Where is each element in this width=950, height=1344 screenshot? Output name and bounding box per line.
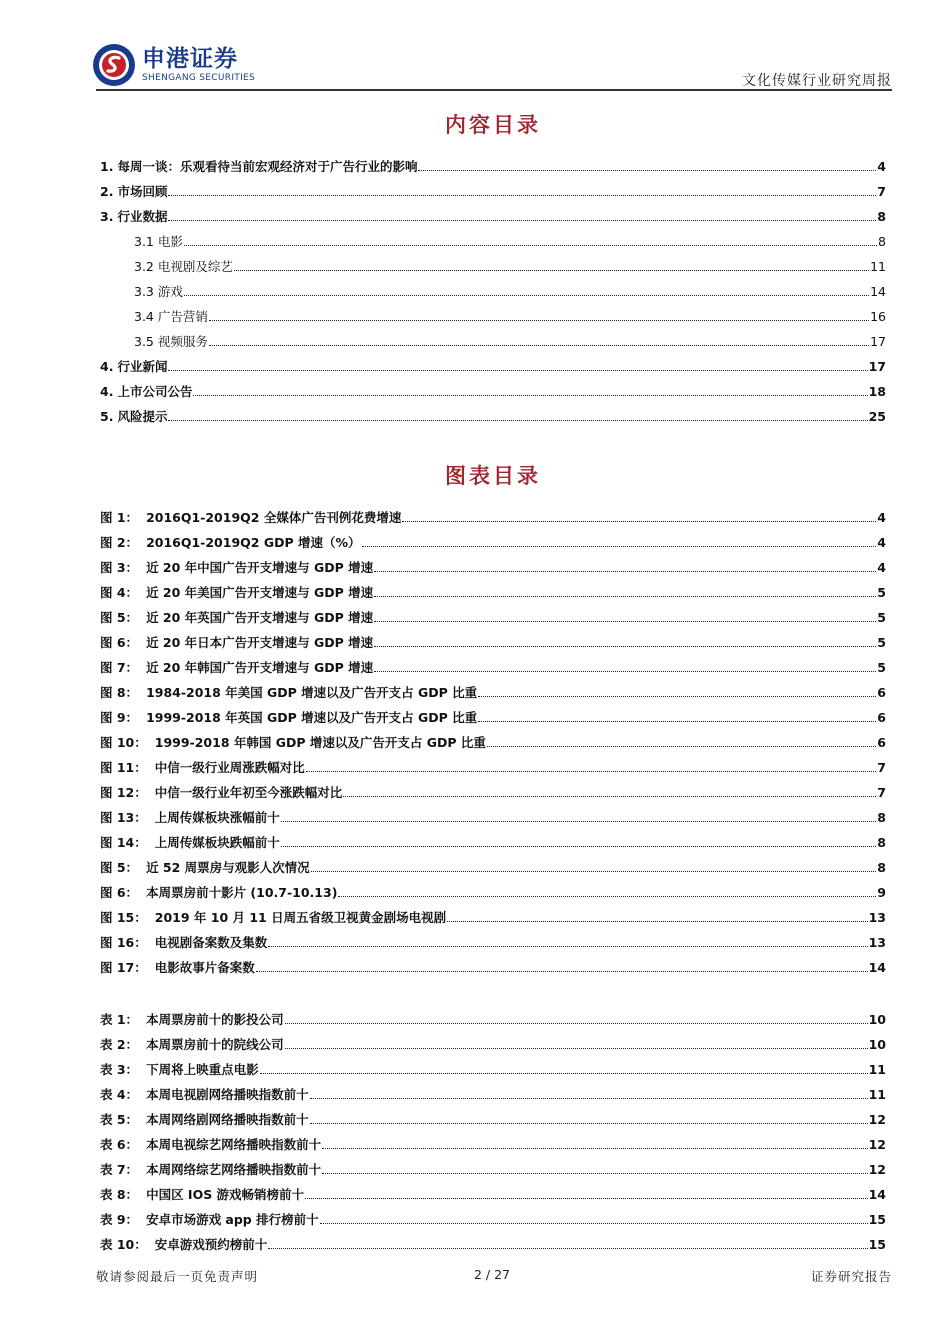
entry-label: 2016Q1-2019Q2 GDP 增速（%） — [146, 535, 361, 550]
entry-page: 8 — [877, 860, 886, 875]
entry-number: 图 9： — [100, 710, 139, 725]
entry-number: 图 5： — [100, 860, 139, 875]
entry-page: 14 — [868, 960, 886, 975]
figure-entry[interactable] — [100, 626, 886, 651]
entry-number: 2. — [100, 184, 114, 199]
dot-leader — [374, 571, 876, 572]
figure-entry[interactable] — [100, 701, 886, 726]
figure-entry[interactable] — [100, 651, 886, 676]
entry-number: 3.2 — [134, 259, 154, 274]
entry-number: 表 8： — [100, 1187, 139, 1202]
entry-page: 5 — [877, 635, 886, 650]
entry-page: 4 — [877, 535, 886, 550]
entry-number: 图 1： — [100, 510, 139, 525]
spacer — [138, 1061, 146, 1078]
entry-label: 近 20 年日本广告开支增速与 GDP 增速 — [146, 635, 374, 650]
dot-leader — [281, 846, 877, 847]
spacer — [138, 1161, 146, 1178]
spacer — [138, 584, 146, 601]
entry-page: 14 — [870, 284, 886, 299]
table-entry[interactable] — [100, 1078, 886, 1103]
entry-page: 16 — [870, 309, 886, 324]
dot-leader — [374, 646, 876, 647]
dot-leader — [322, 1173, 868, 1174]
entry-number: 3. — [100, 209, 114, 224]
entry-page: 9 — [877, 885, 886, 900]
figure-list — [100, 501, 886, 976]
entry-number: 图 6： — [100, 885, 139, 900]
dot-leader — [310, 1123, 868, 1124]
spacer — [138, 709, 146, 726]
figure-entry[interactable] — [100, 576, 886, 601]
table-entry[interactable] — [100, 1203, 886, 1228]
entry-page: 10 — [868, 1037, 886, 1052]
entry-label: 近 20 年中国广告开支增速与 GDP 增速 — [146, 560, 374, 575]
entry-label: 行业新闻 — [117, 359, 168, 374]
spacer — [138, 609, 146, 626]
entry-number: 图 16： — [100, 935, 147, 950]
table-entry[interactable] — [100, 1153, 886, 1178]
spacer — [147, 1236, 155, 1253]
figure-entry[interactable] — [100, 901, 886, 926]
spacer — [138, 1011, 146, 1028]
dot-leader — [168, 370, 867, 371]
entry-label: 游戏 — [157, 284, 183, 299]
dot-leader — [374, 671, 876, 672]
toc-entry[interactable] — [100, 225, 886, 250]
entry-label: 上市公司公告 — [117, 384, 193, 399]
figure-entry[interactable] — [100, 926, 886, 951]
entry-page: 15 — [868, 1212, 886, 1227]
toc-entry[interactable] — [100, 325, 886, 350]
entry-label: 本周票房前十影片 (10.7-10.13) — [146, 885, 338, 900]
dot-leader — [374, 621, 876, 622]
entry-page: 11 — [868, 1087, 886, 1102]
dot-leader — [478, 721, 876, 722]
figure-entry[interactable] — [100, 551, 886, 576]
toc-entry[interactable] — [100, 275, 886, 300]
spacer — [147, 934, 155, 951]
dot-leader — [193, 395, 867, 396]
dot-leader — [285, 1048, 868, 1049]
toc-entry[interactable] — [100, 250, 886, 275]
dot-leader — [168, 220, 876, 221]
entry-number: 图 2： — [100, 535, 139, 550]
entry-number: 1. — [100, 159, 114, 174]
entry-number: 图 17： — [100, 960, 147, 975]
entry-page: 6 — [877, 685, 886, 700]
dot-leader — [362, 546, 877, 547]
entry-number: 图 4： — [100, 585, 139, 600]
company-logo — [92, 43, 255, 87]
entry-number: 4. — [100, 384, 114, 399]
report-type: 证券研究报告 — [810, 1269, 892, 1284]
entry-label: 本周网络综艺网络播映指数前十 — [146, 1162, 322, 1177]
dot-leader — [320, 1223, 868, 1224]
figure-entry[interactable] — [100, 801, 886, 826]
entry-label: 中信一级行业年初至今涨跌幅对比 — [154, 785, 343, 800]
entry-number: 3.4 — [134, 309, 154, 324]
entry-label: 每周一谈：乐观看待当前宏观经济对于广告行业的影响 — [117, 159, 418, 174]
entry-page: 17 — [870, 334, 886, 349]
toc-entry[interactable] — [100, 350, 886, 375]
entry-label: 市场回顾 — [117, 184, 168, 199]
entry-number: 表 7： — [100, 1162, 139, 1177]
entry-number: 图 12： — [100, 785, 147, 800]
entry-label: 近 20 年美国广告开支增速与 GDP 增速 — [146, 585, 374, 600]
entry-page: 10 — [868, 1012, 886, 1027]
table-entry[interactable] — [100, 1228, 886, 1253]
entry-number: 表 3： — [100, 1062, 139, 1077]
entry-label: 2019 年 10 月 11 日周五省级卫视黄金剧场电视剧 — [154, 910, 447, 925]
entry-number: 表 9： — [100, 1212, 139, 1227]
entry-label: 下周将上映重点电影 — [146, 1062, 259, 1077]
entry-number: 图 5： — [100, 610, 139, 625]
entry-number: 5. — [100, 409, 114, 424]
shengang-logo-icon — [92, 43, 136, 87]
dot-leader — [168, 195, 876, 196]
entry-page: 14 — [868, 1187, 886, 1202]
dot-leader — [184, 245, 877, 246]
entry-label: 1999-2018 年韩国 GDP 增速以及广告开支占 GDP 比重 — [154, 735, 486, 750]
dot-leader — [268, 1248, 867, 1249]
company-name-cn: 申港证券 — [142, 46, 238, 72]
entry-page: 25 — [868, 409, 886, 424]
dot-leader — [311, 871, 877, 872]
table-entry[interactable] — [100, 1028, 886, 1053]
dot-leader — [209, 345, 869, 346]
toc-title: 内容目录 — [445, 112, 541, 137]
dot-leader — [256, 971, 868, 972]
entry-label: 安卓市场游戏 app 排行榜前十 — [146, 1212, 319, 1227]
entry-label: 本周网络剧网络播映指数前十 — [146, 1112, 309, 1127]
dot-leader — [234, 270, 869, 271]
dot-leader — [209, 320, 869, 321]
entry-number: 图 8： — [100, 685, 139, 700]
figure-entry[interactable] — [100, 876, 886, 901]
entry-page: 12 — [868, 1137, 886, 1152]
entry-label: 视频服务 — [157, 334, 208, 349]
figure-entry[interactable] — [100, 751, 886, 776]
entry-number: 图 15： — [100, 910, 147, 925]
entry-number: 图 11： — [100, 760, 147, 775]
entry-number: 3.1 — [134, 234, 154, 249]
figure-entry[interactable] — [100, 776, 886, 801]
entry-page: 13 — [868, 910, 886, 925]
figure-entry[interactable] — [100, 601, 886, 626]
dot-leader — [343, 796, 876, 797]
spacer — [138, 634, 146, 651]
spacer — [147, 834, 155, 851]
spacer — [138, 684, 146, 701]
spacer — [138, 659, 146, 676]
entry-label: 1984-2018 年美国 GDP 增速以及广告开支占 GDP 比重 — [146, 685, 478, 700]
dot-leader — [285, 1023, 868, 1024]
spacer — [147, 784, 155, 801]
table-list — [100, 1003, 886, 1253]
dot-leader — [305, 1198, 868, 1199]
entry-number: 表 6： — [100, 1137, 139, 1152]
spacer — [147, 909, 155, 926]
figure-entry[interactable] — [100, 676, 886, 701]
entry-page: 6 — [877, 710, 886, 725]
entry-label: 电视剧备案数及集数 — [154, 935, 268, 950]
dot-leader — [306, 771, 877, 772]
dot-leader — [478, 696, 876, 697]
toc-list — [100, 150, 886, 425]
figure-entry[interactable] — [100, 726, 886, 751]
entry-number: 表 2： — [100, 1037, 139, 1052]
entry-page: 4 — [877, 560, 886, 575]
entry-page: 17 — [868, 359, 886, 374]
dot-leader — [260, 1073, 868, 1074]
entry-page: 5 — [877, 585, 886, 600]
entry-label: 广告营销 — [157, 309, 208, 324]
entry-label: 电影故事片备案数 — [154, 960, 255, 975]
entry-page: 4 — [877, 159, 886, 174]
entry-label: 本周电视剧网络播映指数前十 — [146, 1087, 309, 1102]
entry-label: 2016Q1-2019Q2 全媒体广告刊例花费增速 — [146, 510, 402, 525]
company-name-en: SHENGANG SECURITIES — [142, 73, 256, 83]
entry-number: 图 7： — [100, 660, 139, 675]
entry-label: 上周传媒板块涨幅前十 — [154, 810, 280, 825]
spacer — [147, 809, 155, 826]
table-entry[interactable] — [100, 1103, 886, 1128]
figure-entry[interactable] — [100, 526, 886, 551]
entry-label: 上周传媒板块跌幅前十 — [154, 835, 280, 850]
spacer — [138, 1136, 146, 1153]
entry-page: 18 — [868, 384, 886, 399]
entry-page: 8 — [877, 209, 886, 224]
dot-leader — [447, 921, 868, 922]
entry-number: 图 10： — [100, 735, 147, 750]
dot-leader — [402, 521, 876, 522]
entry-page: 8 — [878, 234, 886, 249]
disclaimer-note: 敬请参阅最后一页免责声明 — [96, 1269, 259, 1284]
spacer — [138, 884, 146, 901]
dot-leader — [418, 170, 876, 171]
toc-entry[interactable] — [100, 175, 886, 200]
entry-page: 8 — [877, 810, 886, 825]
spacer — [147, 734, 155, 751]
spacer — [138, 559, 146, 576]
entry-label: 电影 — [157, 234, 183, 249]
entry-page: 4 — [877, 510, 886, 525]
figure-entry[interactable] — [100, 851, 886, 876]
entry-number: 图 6： — [100, 635, 139, 650]
dot-leader — [374, 596, 876, 597]
entry-number: 表 10： — [100, 1237, 147, 1252]
table-entry[interactable] — [100, 1003, 886, 1028]
entry-page: 7 — [877, 184, 886, 199]
dot-leader — [322, 1148, 868, 1149]
entry-number: 图 3： — [100, 560, 139, 575]
entry-page: 8 — [877, 835, 886, 850]
toc-entry[interactable] — [100, 200, 886, 225]
spacer — [138, 1211, 146, 1228]
entry-label: 近 52 周票房与观影人次情况 — [146, 860, 310, 875]
entry-number: 表 4： — [100, 1087, 139, 1102]
entry-page: 15 — [868, 1237, 886, 1252]
spacer — [138, 1036, 146, 1053]
dot-leader — [487, 746, 876, 747]
entry-label: 中信一级行业周涨跌幅对比 — [154, 760, 305, 775]
page-indicator: 2 / 27 — [473, 1267, 511, 1282]
toc-entry[interactable] — [100, 150, 886, 175]
entry-label: 安卓游戏预约榜前十 — [154, 1237, 268, 1252]
spacer — [147, 959, 155, 976]
toc-entry[interactable] — [100, 300, 886, 325]
entry-page: 5 — [877, 660, 886, 675]
entry-label: 行业数据 — [117, 209, 168, 224]
entry-number: 3.5 — [134, 334, 154, 349]
spacer — [138, 1186, 146, 1203]
entry-page: 5 — [877, 610, 886, 625]
table-entry[interactable] — [100, 1053, 886, 1078]
spacer — [147, 759, 155, 776]
entry-number: 图 13： — [100, 810, 147, 825]
spacer — [138, 534, 146, 551]
dot-leader — [268, 946, 867, 947]
report-category: 文化传媒行业研究周报 — [742, 73, 892, 89]
entry-label: 电视剧及综艺 — [157, 259, 233, 274]
entry-page: 11 — [868, 1062, 886, 1077]
entry-label: 本周票房前十的院线公司 — [146, 1037, 284, 1052]
toc-entry[interactable] — [100, 375, 886, 400]
spacer — [138, 509, 146, 526]
entry-page: 13 — [868, 935, 886, 950]
entry-number: 表 5： — [100, 1112, 139, 1127]
spacer — [138, 1086, 146, 1103]
header-divider — [96, 89, 892, 91]
entry-number: 3.3 — [134, 284, 154, 299]
entry-label: 近 20 年韩国广告开支增速与 GDP 增速 — [146, 660, 374, 675]
entry-page: 12 — [868, 1112, 886, 1127]
entry-page: 12 — [868, 1162, 886, 1177]
figure-entry[interactable] — [100, 826, 886, 851]
figure-entry[interactable] — [100, 951, 886, 976]
entry-number: 图 14： — [100, 835, 147, 850]
entry-label: 风险提示 — [117, 409, 168, 424]
dot-leader — [281, 821, 877, 822]
entry-label: 中国区 IOS 游戏畅销榜前十 — [146, 1187, 305, 1202]
entry-label: 1999-2018 年英国 GDP 增速以及广告开支占 GDP 比重 — [146, 710, 478, 725]
entry-label: 近 20 年英国广告开支增速与 GDP 增速 — [146, 610, 374, 625]
spacer — [138, 859, 146, 876]
entry-page: 11 — [870, 259, 886, 274]
figures-title: 图表目录 — [445, 463, 541, 488]
entry-page: 6 — [877, 735, 886, 750]
toc-entry[interactable] — [100, 400, 886, 425]
entry-label: 本周电视综艺网络播映指数前十 — [146, 1137, 322, 1152]
entry-number: 表 1： — [100, 1012, 139, 1027]
entry-label: 本周票房前十的影投公司 — [146, 1012, 284, 1027]
spacer — [138, 1111, 146, 1128]
table-entry[interactable] — [100, 1128, 886, 1153]
table-entry[interactable] — [100, 1178, 886, 1203]
entry-number: 4. — [100, 359, 114, 374]
figure-entry[interactable] — [100, 501, 886, 526]
dot-leader — [310, 1098, 868, 1099]
entry-page: 7 — [877, 785, 886, 800]
dot-leader — [338, 896, 876, 897]
dot-leader — [184, 295, 869, 296]
dot-leader — [168, 420, 867, 421]
entry-page: 7 — [877, 760, 886, 775]
